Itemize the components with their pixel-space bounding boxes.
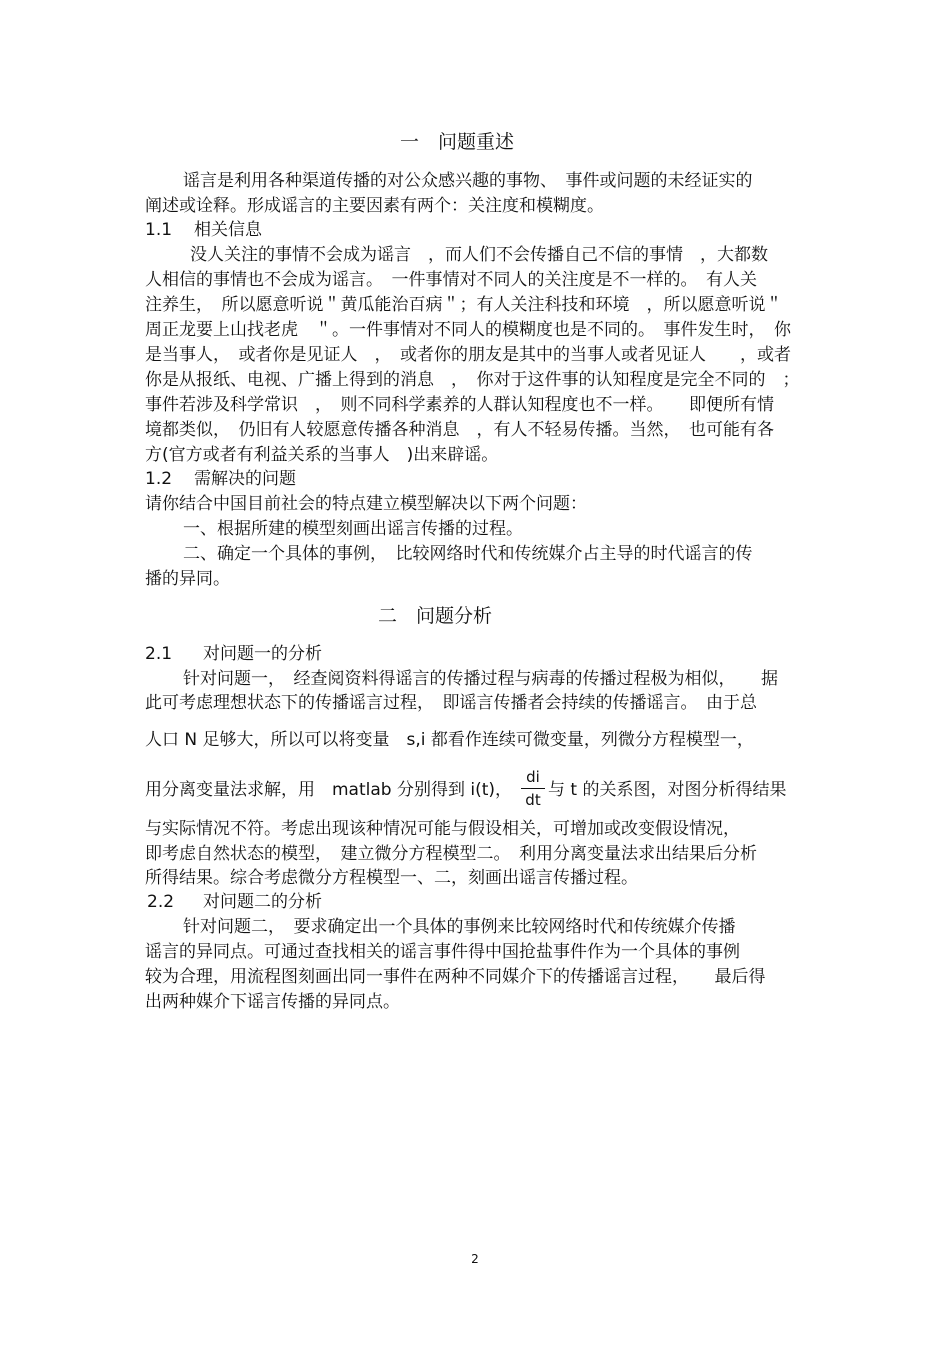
- section-heading: 一 问题重述: [400, 131, 515, 153]
- paragraph-line: 二、确定一个具体的事例， 比较网络时代和传统媒介占主导的时代谣言的传: [183, 544, 753, 564]
- subsection-number: 1.2: [145, 469, 173, 489]
- paragraph-line: 请你结合中国目前社会的特点建立模型解决以下两个问题：: [145, 494, 587, 514]
- paragraph-line: 此可考虑理想状态下的传播谣言过程， 即谣言传播者会持续的传播谣言。 由于总: [145, 693, 757, 713]
- paragraph-line: 境都类似， 仍旧有人较愿意传播各种消息 ，有人不轻易传播。当然， 也可能有各: [145, 420, 774, 440]
- paragraph-line: 针对问题二， 要求确定出一个具体的事例来比较网络时代和传统媒介传播: [183, 917, 736, 937]
- paragraph-line: 谣言的异同点。可通过查找相关的谣言事件得中国抢盐事件作为一个具体的事例: [145, 942, 740, 962]
- subsection-number: 2.1: [145, 644, 173, 664]
- fraction-numerator: di: [526, 768, 540, 786]
- paragraph-line: 针对问题一， 经查阅资料得谣言的传播过程与病毒的传播过程极为相似， 据: [183, 669, 778, 689]
- paragraph-line: 是当事人， 或者你是见证人 ， 或者你的朋友是其中的当事人或者见证人 ，或者: [145, 345, 791, 365]
- paragraph-line: 没人关注的事情不会成为谣言 ，而人们不会传播自己不信的事情 ，大都数: [190, 245, 768, 265]
- paragraph-line: 方(官方或者有利益关系的当事人 )出来辟谣。: [145, 445, 499, 465]
- paragraph-line: 较为合理，用流程图刻画出同一事件在两种不同媒介下的传播谣言过程， 最后得: [145, 967, 766, 987]
- paragraph-line: 阐述或诠释。形成谣言的主要因素有两个：关注度和模糊度。: [145, 196, 604, 216]
- subsection-number: 2.2: [147, 892, 175, 912]
- paragraph-line: 用分离变量法求解，用 matlab 分别得到 i(t)，: [145, 780, 513, 800]
- derivative-fraction: [521, 768, 545, 809]
- fraction-bar: [521, 788, 545, 789]
- page-number: 2: [471, 1252, 479, 1266]
- subsection-title: 需解决的问题: [194, 469, 296, 489]
- paragraph-line: 一、根据所建的模型刻画出谣言传播的过程。: [183, 519, 523, 539]
- subsection-title: 对问题二的分析: [203, 892, 322, 912]
- paragraph-line: 出两种媒介下谣言传播的异同点。: [145, 992, 400, 1012]
- fraction-denominator: dt: [525, 791, 541, 809]
- paragraph-line: 即考虑自然状态的模型， 建立微分方程模型二。 利用分离变量法求出结果后分析: [145, 844, 757, 864]
- paragraph-line: 人相信的事情也不会成为谣言。 一件事情对不同人的关注度是不一样的。 有人关: [145, 270, 757, 290]
- section-heading: 二 问题分析: [378, 605, 493, 627]
- subsection-number: 1.1: [145, 220, 173, 240]
- paragraph-line: 周正龙要上山找老虎 ＂。一件事情对不同人的模糊度也是不同的。 事件发生时， 你: [145, 320, 791, 340]
- paragraph-line: 与实际情况不符。考虑出现该种情况可能与假设相关，可增加或改变假设情况，: [145, 819, 740, 839]
- paragraph-line: 事件若涉及科学常识 ， 则不同科学素养的人群认知程度也不一样。 即便所有情: [145, 395, 774, 415]
- subsection-title: 对问题一的分析: [203, 644, 322, 664]
- paragraph-line: 播的异同。: [145, 569, 230, 589]
- paragraph-line: 谣言是利用各种渠道传播的对公众感兴趣的事物、 事件或问题的未经证实的: [183, 171, 753, 191]
- paragraph-line: 注养生， 所以愿意听说＂黄瓜能治百病＂；有人关注科技和环境 ，所以愿意听说＂: [145, 295, 783, 315]
- paragraph-line: 你是从报纸、电视、广播上得到的消息 ， 你对于这件事的认知程度是完全不同的 ；: [145, 370, 800, 390]
- subsection-title: 相关信息: [194, 220, 262, 240]
- paragraph-line: 所得结果。综合考虑微分方程模型一、二，刻画出谣言传播过程。: [145, 868, 638, 888]
- paragraph-line: 人口 N 足够大，所以可以将变量 s,i 都看作连续可微变量，列微分方程模型一，: [145, 730, 754, 750]
- paragraph-line: 与 t 的关系图，对图分析得结果: [548, 780, 787, 800]
